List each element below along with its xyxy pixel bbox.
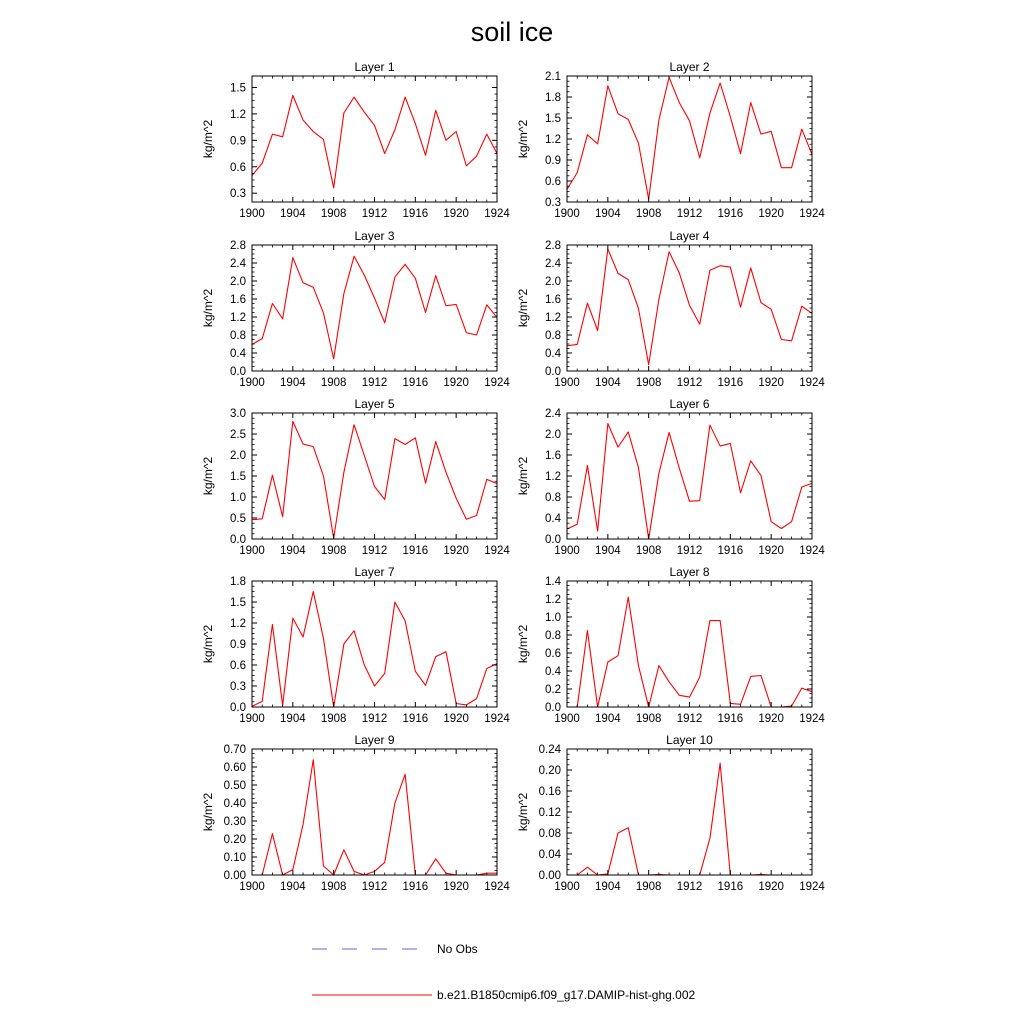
x-tick-label: 1912	[361, 377, 388, 389]
x-tick-label: 1920	[758, 377, 784, 389]
y-tick-label: 1.2	[545, 134, 561, 146]
y-tick-label: 0.2	[545, 684, 561, 696]
plot-frame	[252, 76, 497, 202]
x-tick-label: 1912	[361, 208, 388, 220]
y-axis-label: kg/m^2	[201, 119, 215, 159]
y-axis-label: kg/m^2	[201, 792, 215, 832]
x-tick-label: 1924	[799, 208, 825, 220]
y-tick-label: 1.2	[545, 471, 561, 483]
x-tick-label: 1908	[320, 377, 347, 389]
y-tick-label: 0.04	[538, 849, 561, 861]
legend-label-model: b.e21.B1850cmip6.f09_g17.DAMIP-hist-ghg.002	[437, 988, 696, 1002]
x-tick-label: 1912	[676, 208, 703, 220]
x-tick-label: 1908	[320, 713, 347, 725]
x-tick-label: 1920	[443, 881, 469, 893]
y-tick-label: 0.8	[545, 630, 561, 642]
y-tick-label: 0.9	[545, 155, 561, 167]
x-tick-label: 1900	[554, 545, 580, 557]
y-axis-label: kg/m^2	[201, 456, 215, 496]
y-tick-label: 1.2	[230, 108, 246, 121]
y-tick-label: 0.08	[538, 828, 561, 840]
x-tick-label: 1916	[717, 545, 744, 557]
panel-title: Layer 9	[354, 733, 395, 747]
x-tick-label: 1924	[799, 545, 825, 557]
x-tick-label: 1908	[320, 208, 347, 220]
x-tick-label: 1912	[361, 713, 388, 725]
y-tick-label: 2.0	[230, 276, 246, 288]
y-tick-label: 0.0	[545, 702, 561, 714]
x-tick-label: 1908	[635, 545, 662, 557]
y-tick-label: 2.0	[545, 276, 561, 288]
y-tick-label: 2.4	[230, 258, 246, 270]
panel-title: Layer 7	[354, 565, 395, 579]
y-tick-label: 0.0	[545, 366, 561, 378]
panel-layer-3	[201, 229, 510, 389]
series-line	[252, 256, 497, 359]
y-tick-label: 1.5	[230, 597, 246, 609]
x-tick-label: 1908	[635, 713, 662, 725]
x-tick-label: 1924	[799, 713, 825, 725]
y-tick-label: 0.00	[538, 870, 561, 882]
x-tick-label: 1924	[484, 713, 510, 725]
series-line	[252, 95, 497, 188]
panel-layer-2	[516, 60, 825, 220]
x-tick-label: 1908	[635, 377, 662, 389]
y-tick-label: 0.4	[545, 513, 561, 525]
y-tick-label: 1.2	[545, 312, 561, 324]
y-tick-label: 1.8	[230, 576, 246, 588]
y-axis-label: kg/m^2	[516, 288, 530, 328]
y-axis-label: kg/m^2	[516, 456, 530, 496]
x-tick-label: 1924	[799, 881, 825, 893]
x-tick-label: 1912	[676, 377, 703, 389]
series-line	[567, 597, 812, 707]
y-tick-label: 1.2	[545, 594, 561, 606]
x-tick-label: 1924	[484, 208, 510, 220]
x-tick-label: 1916	[402, 208, 429, 220]
y-tick-label: 2.4	[545, 258, 561, 270]
y-tick-label: 0.40	[223, 798, 246, 810]
panel-title: Layer 5	[354, 397, 395, 411]
x-tick-label: 1916	[402, 377, 429, 389]
x-tick-label: 1908	[635, 881, 662, 893]
y-axis-label: kg/m^2	[201, 288, 215, 328]
y-tick-label: 3.0	[230, 408, 246, 420]
y-tick-label: 0.4	[230, 348, 246, 360]
y-tick-label: 0.70	[223, 744, 246, 756]
plot-frame	[252, 413, 497, 539]
y-tick-label: 0.6	[545, 648, 561, 660]
x-tick-label: 1900	[239, 713, 265, 725]
panel-title: Layer 1	[354, 60, 395, 74]
panel-layer-1	[201, 60, 510, 220]
plot-frame	[567, 581, 812, 707]
series-line	[252, 421, 497, 538]
x-tick-label: 1900	[554, 881, 580, 893]
y-tick-label: 0.9	[230, 639, 246, 651]
y-tick-label: 0.24	[538, 744, 561, 756]
y-tick-label: 0.10	[223, 852, 246, 864]
x-tick-label: 1924	[484, 377, 510, 389]
y-tick-label: 0.20	[538, 765, 561, 777]
y-tick-label: 1.6	[230, 294, 246, 306]
y-tick-label: 1.5	[230, 82, 246, 95]
x-tick-label: 1900	[554, 713, 580, 725]
y-tick-label: 0.20	[223, 834, 246, 846]
x-tick-label: 1916	[402, 713, 429, 725]
panel-layer-7	[201, 565, 510, 725]
x-tick-label: 1904	[280, 713, 306, 725]
plot-frame	[252, 581, 497, 707]
y-tick-label: 2.4	[545, 408, 561, 420]
x-tick-label: 1924	[484, 545, 510, 557]
x-tick-label: 1920	[758, 881, 784, 893]
y-tick-label: 0.8	[545, 330, 561, 342]
panel-title: Layer 2	[669, 60, 710, 74]
plot-frame	[567, 749, 812, 875]
y-tick-label: 1.2	[230, 618, 246, 630]
y-tick-label: 2.1	[545, 71, 561, 83]
y-tick-label: 0.50	[223, 780, 246, 792]
y-tick-label: 0.30	[223, 816, 246, 828]
panel-title: Layer 4	[669, 229, 710, 243]
x-tick-label: 1920	[443, 208, 469, 220]
series-line	[567, 77, 812, 199]
y-tick-label: 1.0	[545, 612, 561, 624]
x-tick-label: 1916	[402, 545, 429, 557]
x-tick-label: 1904	[595, 713, 621, 725]
y-tick-label: 1.8	[545, 92, 561, 104]
x-tick-label: 1912	[676, 881, 703, 893]
x-tick-label: 1924	[799, 377, 825, 389]
x-tick-label: 1904	[595, 545, 621, 557]
x-tick-label: 1912	[361, 545, 388, 557]
x-tick-label: 1912	[361, 881, 388, 893]
panel-title: Layer 3	[354, 229, 395, 243]
y-tick-label: 1.4	[545, 576, 561, 588]
y-tick-label: 2.5	[230, 429, 246, 441]
y-tick-label: 0.0	[545, 534, 561, 546]
y-tick-label: 0.5	[230, 513, 246, 525]
series-line	[567, 424, 812, 540]
x-tick-label: 1904	[280, 545, 306, 557]
y-tick-label: 0.60	[223, 762, 246, 774]
y-tick-label: 0.8	[545, 492, 561, 504]
panel-layer-6	[516, 397, 825, 557]
y-tick-label: 2.0	[545, 429, 561, 441]
x-tick-label: 1900	[239, 881, 265, 893]
plot-frame	[567, 245, 812, 371]
x-tick-label: 1904	[280, 881, 306, 893]
plot-frame	[567, 76, 812, 202]
panel-layer-10	[516, 733, 825, 893]
x-tick-label: 1904	[280, 208, 306, 220]
x-tick-label: 1904	[595, 377, 621, 389]
plot-frame	[252, 749, 497, 875]
x-tick-label: 1912	[676, 545, 703, 557]
y-tick-label: 2.0	[230, 450, 246, 462]
x-tick-label: 1904	[280, 377, 306, 389]
x-tick-label: 1924	[484, 881, 510, 893]
y-tick-label: 2.8	[545, 240, 561, 252]
y-tick-label: 0.3	[230, 188, 246, 201]
y-tick-label: 0.12	[538, 807, 561, 819]
legend	[312, 942, 695, 1002]
series-line	[567, 763, 812, 875]
y-tick-label: 1.2	[230, 312, 246, 324]
y-axis-label: kg/m^2	[201, 624, 215, 664]
x-tick-label: 1908	[635, 208, 662, 220]
x-tick-label: 1900	[554, 377, 580, 389]
panel-layer-5	[201, 397, 510, 557]
x-tick-label: 1900	[239, 545, 265, 557]
x-tick-label: 1916	[717, 713, 744, 725]
y-tick-label: 1.5	[545, 113, 561, 125]
y-tick-label: 0.6	[230, 660, 246, 672]
x-tick-label: 1920	[758, 208, 784, 220]
x-tick-label: 1908	[320, 881, 347, 893]
x-tick-label: 1916	[717, 208, 744, 220]
panel-title: Layer 6	[669, 397, 710, 411]
series-line	[567, 249, 812, 365]
y-tick-label: 0.0	[230, 534, 246, 546]
x-tick-label: 1916	[402, 881, 429, 893]
y-tick-label: 0.3	[545, 197, 561, 209]
x-tick-label: 1916	[717, 881, 744, 893]
y-axis-label: kg/m^2	[516, 792, 530, 832]
chart-title: soil ice	[470, 17, 554, 47]
y-tick-label: 0.00	[223, 870, 246, 882]
x-tick-label: 1900	[239, 377, 265, 389]
y-tick-label: 1.5	[230, 471, 246, 483]
y-tick-label: 0.4	[545, 348, 561, 360]
x-tick-label: 1920	[758, 545, 784, 557]
panel-layer-4	[516, 229, 825, 389]
y-tick-label: 1.6	[545, 450, 561, 462]
x-tick-label: 1912	[676, 713, 703, 725]
y-tick-label: 2.8	[230, 240, 246, 252]
y-tick-label: 0.9	[230, 135, 246, 148]
y-axis-label: kg/m^2	[516, 119, 530, 159]
x-tick-label: 1904	[595, 208, 621, 220]
x-tick-label: 1904	[595, 881, 621, 893]
x-tick-label: 1900	[239, 208, 265, 220]
x-tick-label: 1920	[758, 713, 784, 725]
plot-frame	[567, 413, 812, 539]
y-tick-label: 0.0	[230, 366, 246, 378]
y-tick-label: 1.6	[545, 294, 561, 306]
x-tick-label: 1900	[554, 208, 580, 220]
y-tick-label: 0.6	[545, 176, 561, 188]
y-tick-label: 0.8	[230, 330, 246, 342]
plot-frame	[252, 245, 497, 371]
y-tick-label: 0.6	[230, 161, 246, 174]
x-tick-label: 1920	[443, 377, 469, 389]
y-tick-label: 0.3	[230, 681, 246, 693]
panel-layer-9	[201, 733, 510, 893]
series-line	[252, 592, 497, 708]
y-tick-label: 0.16	[538, 786, 561, 798]
y-tick-label: 0.4	[545, 666, 561, 678]
panel-layer-8	[516, 565, 825, 725]
y-axis-label: kg/m^2	[516, 624, 530, 664]
x-tick-label: 1920	[443, 713, 469, 725]
y-tick-label: 0.0	[230, 702, 246, 714]
x-tick-label: 1916	[717, 377, 744, 389]
y-tick-label: 1.0	[230, 492, 246, 504]
panel-title: Layer 8	[669, 565, 710, 579]
x-tick-label: 1920	[443, 545, 469, 557]
x-tick-label: 1908	[320, 545, 347, 557]
series-line	[252, 760, 497, 875]
panel-title: Layer 10	[666, 733, 713, 747]
legend-label-no-obs: No Obs	[437, 942, 478, 956]
